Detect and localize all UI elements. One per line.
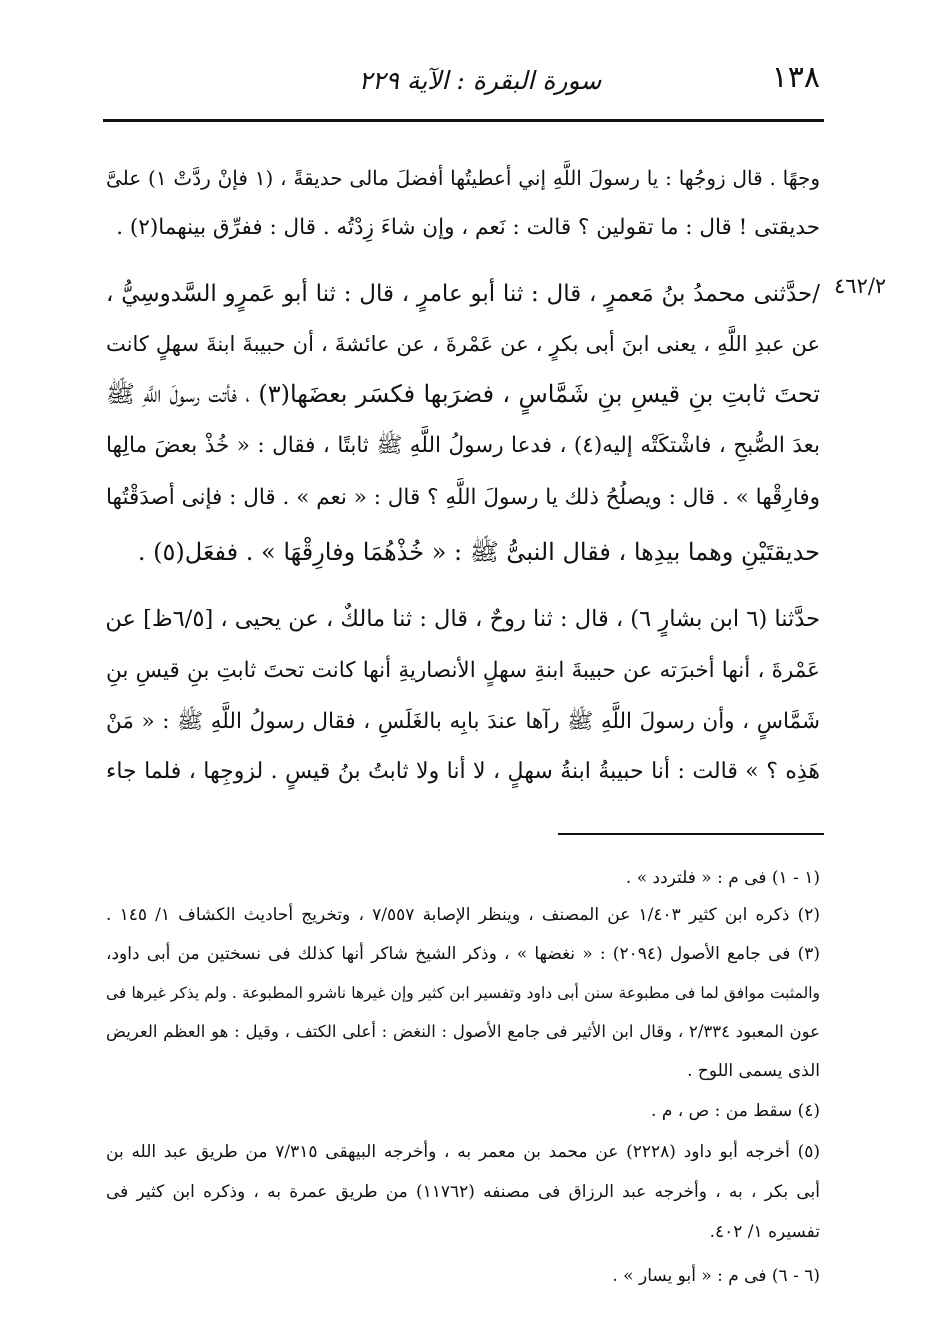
text-line: عَمْرةَ ، أنها أخبرَته عن حبيبةَ ابنةِ سهلٍ الأنصاريةِ أنها كانت تحتَ ثابتِ بنِ قيسِ بنِ bbox=[106, 658, 820, 683]
footnote-line: (٢) ذكره ابن كثير ١/٤٠٣ عن المصنف ، وينظر الإصابة ٧/٥٥٧ ، وتخريج أحاديث الكشاف ١/ ١٤٥ . bbox=[106, 905, 821, 925]
footnote-line: والمثبت موافق لما فى مطبوعة سنن أبى داود وتفسير ابن كثير وإن غيرها ناشرو المطبوعة . ولم يذكر غيرها فى bbox=[106, 984, 820, 1002]
running-title: سورة البقرة : الآية ٢٢٩ bbox=[358, 66, 602, 95]
text-line: هَذِه ؟ » قالت : أنا حبيبةُ ابنةُ سهلٍ ، لا أنا ولا ثابتُ بنُ قيسٍ . لزوجِها ، فلما جاء bbox=[106, 759, 820, 784]
footnote-line: الذى يسمى اللوح . bbox=[687, 1061, 820, 1081]
footnote-line: (٥) أخرجه أبو داود (٢٢٢٨) عن محمد بن معمر به ، وأخرجه البيهقى ٧/٣١٥ من طريق عبد الله بن bbox=[106, 1142, 820, 1162]
footnote-line: تفسيره ١/ ٤٠٢. bbox=[709, 1222, 820, 1242]
footnote-line: (١ - ١) فى م : « فلتردد » . bbox=[625, 868, 820, 888]
footnote-line: (٣) فى جامع الأصول (٢٠٩٤) : « نغضها » ، وذكر الشيخ شاكر أنها كذلك فى نسختين من أبى داود، bbox=[106, 944, 820, 964]
text-line: وفارِقْها » . قال : ويصلُحُ ذلك يا رسولَ اللَّهِ ؟ قال : « نعم » . قال : فإنى أصدَقْتُها bbox=[106, 485, 820, 510]
text-line: بعدَ الصُّبحِ ، فاشْتكَتْه إليه(٤) ، فدعا رسولُ اللَّهِ ﷺ ثابتًا ، فقال : « خُذْ بعضَ مالِها bbox=[106, 433, 821, 458]
footnote-line: أبى بكر ، به ، وأخرجه عبد الرزاق فى مصنفه (١١٧٦٢) من طريق عمرة به ، وذكره ابن كثير فى bbox=[106, 1182, 820, 1202]
text-line: حدَّثنا (٦ ابن بشارٍ ٦) ، قال : ثنا روحٌ ، قال : ثنا مالكٌ ، عن يحيى ، [٦/٥ظ] عن bbox=[105, 606, 820, 632]
footnote-line: (٤) سقط من : ص ، م . bbox=[651, 1101, 820, 1121]
text-line: حديقتَيْنِ وهما بيدِها ، فقال النبىُّ ﷺ : « خُذْهُمَا وفارِقْهَا » . ففعَل(٥) . bbox=[137, 538, 820, 566]
page-number: ١٣٨ bbox=[771, 60, 820, 95]
text-line: حديقتى ! قال : ما تقولين ؟ قالت : نَعم ، وإن شاءَ زِدْتُه . قال : ففرِّق بينهما(٢) . bbox=[116, 215, 820, 240]
page-header bbox=[0, 0, 948, 130]
text-line: تحتَ ثابتِ بنِ قيسِ بنِ شَمَّاسٍ ، فضرَبها فكسَر بعضَها(٣) ، فأتت رسولَ اللَّهِ ﷺ bbox=[106, 380, 820, 408]
text-line: عن عبدِ اللَّهِ ، يعنى ابنَ أبى بكرٍ ، عن عَمْرةَ ، عن عائشةَ ، أن حبيبةَ ابنةَ سهلٍ كانت bbox=[106, 332, 820, 356]
footnote-line: عون المعبود ٢/٣٣٤ ، وقال ابن الأثير فى جامع الأصول : النغض : أعلى الكتف ، وقيل : هو العظم العريض bbox=[106, 1022, 820, 1041]
text-line: شَمَّاسٍ ، وأن رسولَ اللَّهِ ﷺ رآها عندَ بابِه بالغَلَسِ ، فقال رسولُ اللَّهِ ﷺ : « مَنْ bbox=[106, 709, 820, 734]
margin-reference: ٤٦٢/٢ bbox=[834, 274, 887, 298]
footnote-line: (٦ - ٦) فى م : « أبو يسار » . bbox=[612, 1266, 820, 1286]
footnote-rule bbox=[558, 833, 824, 835]
text-line: /حدَّثنى محمدُ بنُ مَعمرٍ ، قال : ثنا أبو عامرٍ ، قال : ثنا أبو عَمرٍو السَّدوسِيُّ ، bbox=[106, 281, 820, 307]
text-line: وجهًا . قال زوجُها : يا رسولَ اللَّهِ إني أعطيتُها أفضلَ مالى حديقةً ، (١ فإنْ ردَّتْ ١) علىَّ bbox=[106, 166, 820, 190]
header-rule bbox=[103, 119, 824, 122]
